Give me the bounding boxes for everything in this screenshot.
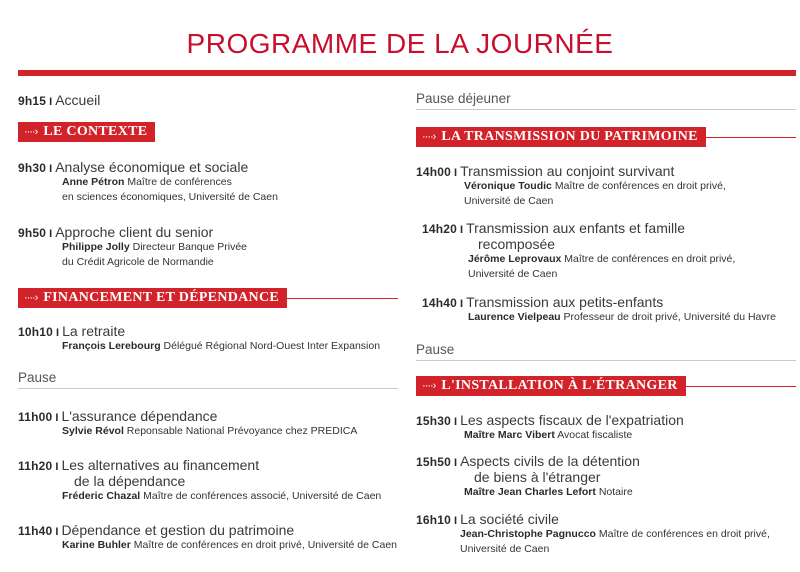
section-header-installation xyxy=(416,376,796,396)
pause-rule xyxy=(416,360,796,361)
speaker-line xyxy=(460,527,770,542)
speaker-role-continued: du Crédit Agricole de Normandie xyxy=(62,256,214,268)
speaker-line xyxy=(464,485,640,500)
speaker-line xyxy=(62,424,357,439)
time: 11h20 xyxy=(18,459,53,473)
speaker-name: Maître Marc Vibert xyxy=(464,429,555,441)
time: 9h30 xyxy=(18,161,47,175)
arrow-icon: ····› xyxy=(24,292,38,304)
pause-row xyxy=(416,91,796,110)
item-title: Transmission aux enfants et famille xyxy=(466,220,686,236)
item-title: Les alternatives au financement xyxy=(61,457,260,473)
agenda-item: 11h40 I Dépendance et gestion du patrimoine Karine Buhler Maître de conférences en droit privé, Université de Caen xyxy=(18,522,397,551)
time: 14h20 xyxy=(422,222,458,236)
time: 14h40 xyxy=(422,296,458,310)
speaker-role-continued: Université de Caen xyxy=(468,268,558,280)
page-title: PROGRAMME DE LA JOURNÉE xyxy=(186,28,614,59)
speaker-role: Maître de conférences en droit privé, xyxy=(598,528,770,540)
speaker-role: Reponsable National Prévoyance chez PREDICA xyxy=(126,425,358,437)
section-header-contexte xyxy=(18,122,398,142)
item-title: Accueil xyxy=(55,92,101,108)
agenda-item: 9h30 I Analyse économique et sociale Anne Pétron Maître de conférences en sciences économiques, Université de Caen xyxy=(18,159,278,203)
time: 9h50 xyxy=(18,226,47,240)
agenda-item: 14h20 I Transmission aux enfants et famille recomposée Jérôme Leprovaux Maître de conférences en droit privé, Université de Caen xyxy=(422,220,736,280)
speaker-role-continued: Université de Caen xyxy=(460,543,550,555)
speaker-line xyxy=(468,252,735,267)
section-rule xyxy=(706,137,796,138)
arrow-icon: ····› xyxy=(24,126,38,138)
speaker-line xyxy=(468,310,776,325)
pause-label: Pause xyxy=(18,370,57,385)
speaker-name: Philippe Jolly xyxy=(62,241,130,253)
agenda-item: 14h00 I Transmission au conjoint survivant Véronique Toudic Maître de conférences en droit privé, Université de Caen xyxy=(416,163,726,207)
item-title: Transmission aux petits-enfants xyxy=(466,294,664,310)
speaker-name: Laurence Vielpeau xyxy=(468,311,561,323)
speaker-role: Maître de conférences xyxy=(127,176,232,188)
speaker-name: Karine Buhler xyxy=(62,539,131,551)
speaker-name: Anne Pétron xyxy=(62,176,125,188)
speaker-role: Maître de conférences en droit privé, Université de Caen xyxy=(133,539,397,551)
speaker-line xyxy=(62,489,381,504)
time: 16h10 xyxy=(416,513,452,527)
agenda-item: 15h50 I Aspects civils de la détention de biens à l'étranger Maître Jean Charles Lefort Notaire xyxy=(416,453,640,498)
speaker-role: Notaire xyxy=(598,486,633,498)
agenda-item: 15h30 I Les aspects fiscaux de l'expatriation Maître Marc Vibert Avocat fiscaliste xyxy=(416,412,684,441)
speaker-role: Directeur Banque Privée xyxy=(132,241,248,253)
arrow-icon: ····› xyxy=(422,380,436,392)
pause-row xyxy=(18,370,398,389)
pause-label: Pause xyxy=(416,342,455,357)
agenda-item: 9h50 I Approche client du senior Philippe Jolly Directeur Banque Privée du Crédit Agricole de Normandie xyxy=(18,224,248,268)
speaker-role: Maître de conférences associé, Université de Caen xyxy=(143,490,382,502)
time: 9h15 xyxy=(18,94,47,108)
section-rule xyxy=(686,386,796,387)
item-title: Les aspects fiscaux de l'expatriation xyxy=(460,412,684,428)
pause-row xyxy=(416,342,796,361)
item-title: Transmission au conjoint survivant xyxy=(460,163,675,179)
title-rule xyxy=(18,70,796,76)
item-title: Dépendance et gestion du patrimoine xyxy=(61,522,295,538)
pause-rule xyxy=(416,109,796,110)
speaker-name: Jérôme Leprovaux xyxy=(468,253,562,265)
speaker-line xyxy=(62,240,247,255)
agenda-item: 10h10 I La retraite François Lerebourg Délégué Régional Nord-Ouest Inter Expansion xyxy=(18,323,381,352)
section-title: LE CONTEXTE xyxy=(43,124,148,139)
item-title-continued: de la dépendance xyxy=(74,473,186,489)
time: 10h10 xyxy=(18,325,54,339)
speaker-name: Fréderic Chazal xyxy=(62,490,141,502)
time: 14h00 xyxy=(416,165,452,179)
item-title-continued: recomposée xyxy=(478,236,556,252)
item-title-continued: de biens à l'étranger xyxy=(474,469,601,485)
section-header-financement xyxy=(18,288,398,308)
speaker-role-continued: en sciences économiques, Université de Caen xyxy=(62,191,278,203)
item-title: Approche client du senior xyxy=(55,224,214,240)
agenda-item-accueil xyxy=(18,92,100,108)
speaker-name: Maître Jean Charles Lefort xyxy=(464,486,596,498)
speaker-name: Sylvie Révol xyxy=(62,425,124,437)
section-title: L'INSTALLATION À L'ÉTRANGER xyxy=(441,378,678,393)
item-title: La retraite xyxy=(62,323,126,339)
pause-rule xyxy=(18,388,398,389)
speaker-name: Véronique Toudic xyxy=(464,180,552,192)
speaker-name: Jean-Christophe Pagnucco xyxy=(460,528,596,540)
agenda-item: 11h20 I Les alternatives au financement de la dépendance Fréderic Chazal Maître de conférences associé, Université de Caen xyxy=(18,457,382,502)
item-title: L'assurance dépendance xyxy=(61,408,218,424)
item-title: La société civile xyxy=(460,511,559,527)
item-title: Aspects civils de la détention xyxy=(460,453,640,469)
section-title: FINANCEMENT ET DÉPENDANCE xyxy=(43,290,280,305)
speaker-role-continued: Université de Caen xyxy=(464,195,554,207)
speaker-role: Délégué Régional Nord-Ouest Inter Expansion xyxy=(163,340,381,352)
time: 11h40 xyxy=(18,524,53,538)
pause-label: Pause déjeuner xyxy=(416,91,511,106)
speaker-line xyxy=(62,339,380,354)
speaker-role: Maître de conférences en droit privé, xyxy=(554,180,726,192)
speaker-line xyxy=(464,179,726,194)
agenda-item: 14h40 I Transmission aux petits-enfants Laurence Vielpeau Professeur de droit privé, Université du Havre xyxy=(422,294,776,323)
speaker-line xyxy=(464,428,684,443)
separator: I xyxy=(49,96,53,108)
time: 11h00 xyxy=(18,410,53,424)
speaker-line xyxy=(62,175,278,190)
time: 15h30 xyxy=(416,414,452,428)
speaker-role: Professeur de droit privé, Université du Havre xyxy=(563,311,776,323)
agenda-item: 11h00 I L'assurance dépendance Sylvie Révol Reponsable National Prévoyance chez PREDICA xyxy=(18,408,358,437)
speaker-line xyxy=(62,538,397,553)
section-title: LA TRANSMISSION DU PATRIMOINE xyxy=(441,129,698,144)
arrow-icon: ····› xyxy=(422,131,436,143)
section-header-transmission xyxy=(416,127,796,147)
agenda-item: 16h10 I La société civile Jean-Christophe Pagnucco Maître de conférences en droit privé, Université de Caen xyxy=(416,511,770,555)
time: 15h50 xyxy=(416,455,452,469)
item-title: Analyse économique et sociale xyxy=(55,159,249,175)
speaker-name: François Lerebourg xyxy=(62,340,161,352)
section-rule xyxy=(287,298,398,299)
speaker-role: Maître de conférences en droit privé, xyxy=(564,253,736,265)
speaker-role: Avocat fiscaliste xyxy=(557,429,633,441)
